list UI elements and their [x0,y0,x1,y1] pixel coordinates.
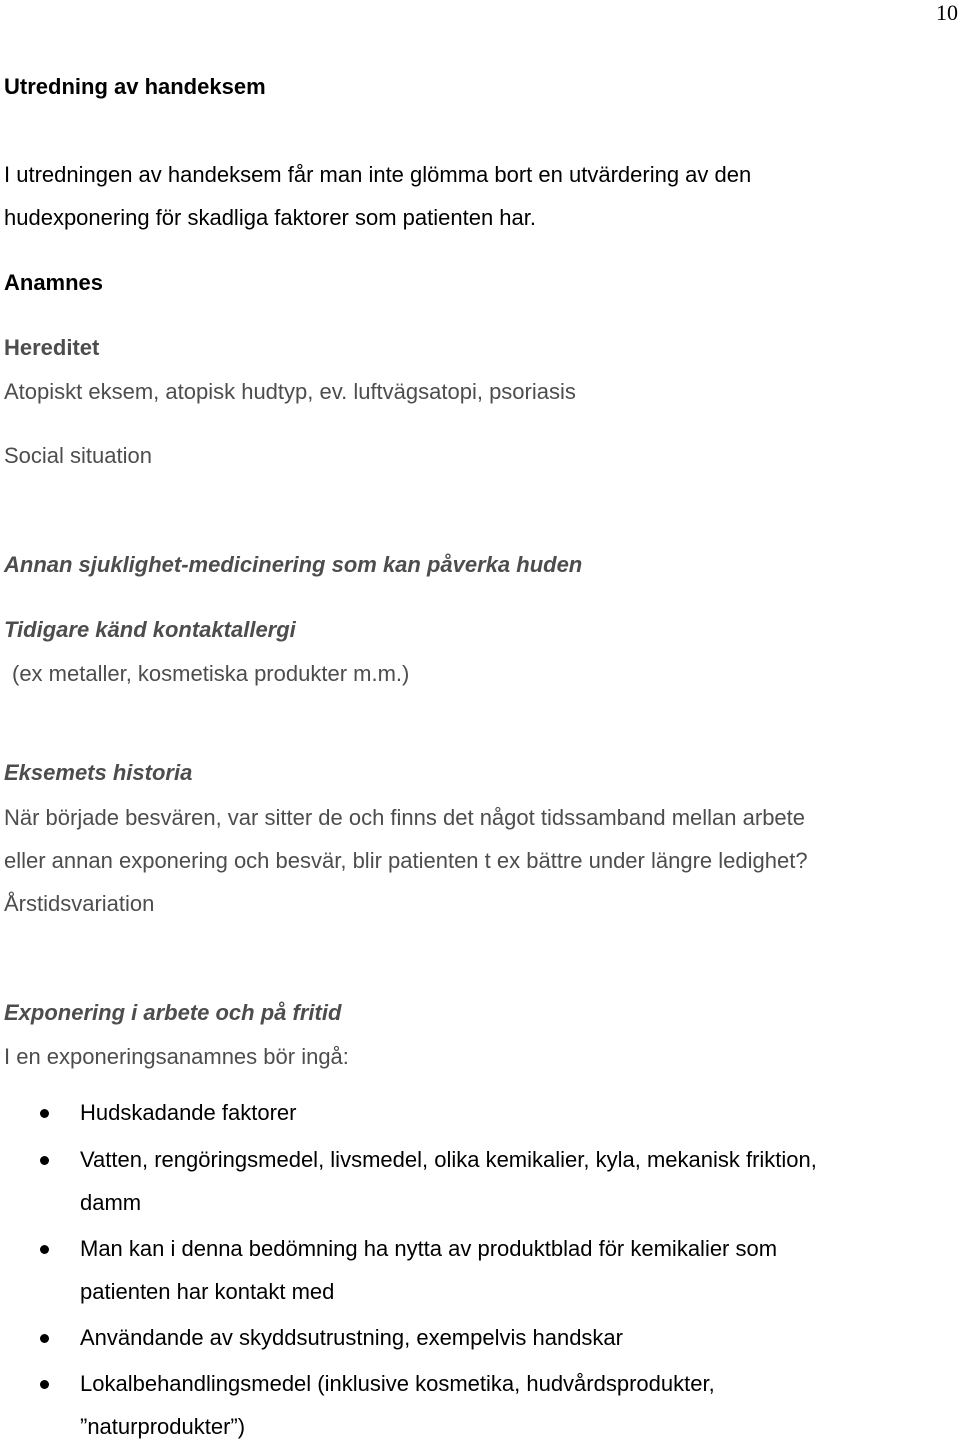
eksemets-historia-line-2: eller annan exponering och besvär, blir patienten t ex bättre under längre ledighet? [4,848,808,873]
bullet-dot [40,1156,49,1165]
eksemets-historia-heading: Eksemets historia [4,760,193,785]
bullet-line: Vatten, rengöringsmedel, livsmedel, olika kemikalier, kyla, mekanisk friktion, [80,1147,817,1172]
exponering-heading: Exponering i arbete och på fritid [4,1000,342,1025]
eksemets-historia-line-3: Årstidsvariation [4,891,155,916]
section-title: Utredning av handeksem [4,74,266,99]
bullet-line: Hudskadande faktorer [80,1100,297,1125]
bullet-dot [40,1245,49,1254]
tidigare-allergi-text: (ex metaller, kosmetiska produkter m.m.) [12,661,410,686]
hereditet-text: Atopiskt eksem, atopisk hudtyp, ev. luftvägsatopi, psoriasis [4,379,576,404]
intro-line-1: I utredningen av handeksem får man inte glömma bort en utvärdering av den [4,162,752,187]
anamnes-heading: Anamnes [4,270,104,295]
social-situation-heading: Social situation [4,443,152,468]
exponering-intro: I en exponeringsanamnes bör ingå: [4,1044,349,1069]
bullet-line: ”naturprodukter”) [80,1414,246,1439]
bullet-line: Lokalbehandlingsmedel (inklusive kosmetika, hudvårdsprodukter, [80,1371,715,1396]
bullet-dot [40,1109,49,1118]
tidigare-allergi-heading: Tidigare känd kontaktallergi [4,617,296,642]
annan-sjuklighet-heading: Annan sjuklighet-medicinering som kan påverka huden [4,552,583,577]
eksemets-historia-line-1: När började besvären, var sitter de och finns det något tidssamband mellan arbete [4,805,806,830]
bullet-line: Användande av skyddsutrustning, exempelvis handskar [80,1325,623,1350]
bullet-line: patienten har kontakt med [80,1279,335,1304]
bullet-line: Man kan i denna bedömning ha nytta av produktblad för kemikalier som [80,1236,778,1261]
bullet-dot [40,1334,49,1343]
intro-line-2: hudexponering för skadliga faktorer som patienten har. [4,205,536,230]
bullet-dot [40,1380,49,1389]
hereditet-heading: Hereditet [4,335,100,360]
page-number: 10 [936,0,958,25]
bullet-line: damm [80,1190,142,1215]
